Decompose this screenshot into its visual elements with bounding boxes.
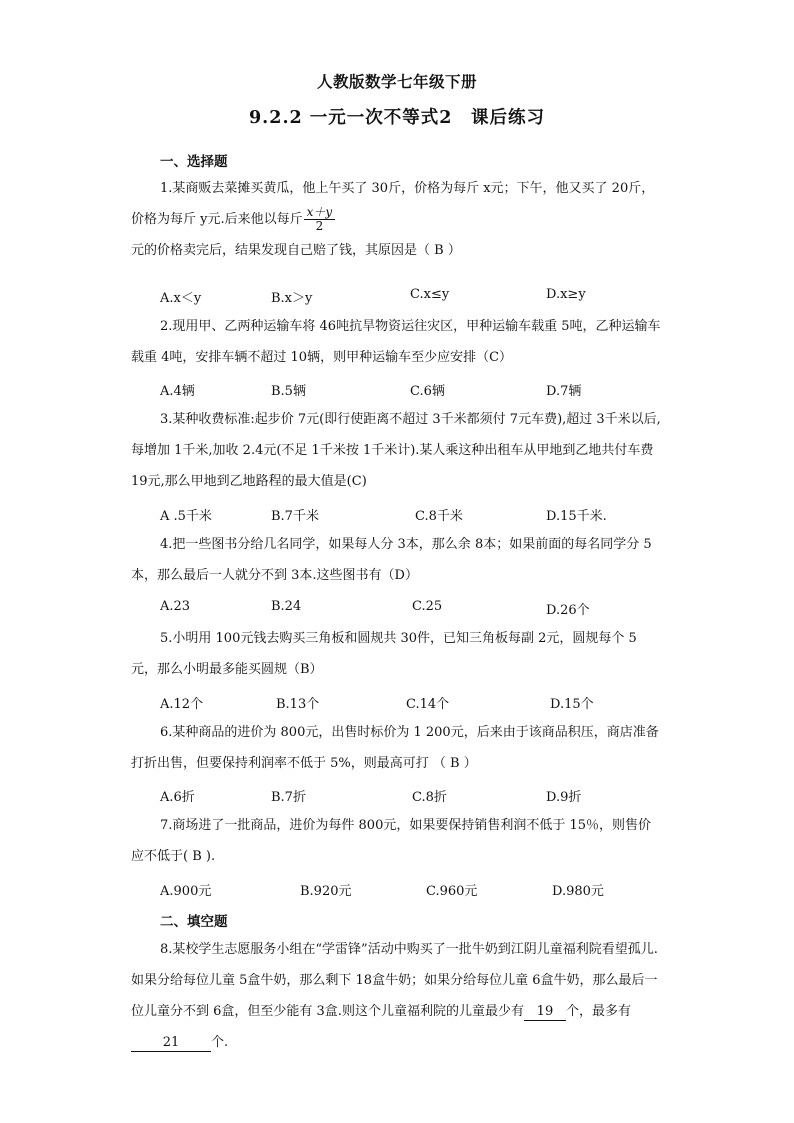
option-b: B.5辆 [271,384,306,399]
option-d: D.7辆 [546,384,582,399]
answer-blank-max: 21 [131,1035,211,1052]
question-6-options [160,786,680,810]
option-a: A.4辆 [160,384,195,399]
question-8-mid: 个，最多有 [565,1004,631,1019]
option-b: B.13个 [276,697,320,712]
question-3-options [160,505,680,529]
option-b: B.7折 [271,790,306,805]
answer-blank-min: 19 [524,1004,566,1021]
section-heading-fill: 二、填空题 [160,914,228,930]
question-2: 2.现用甲、乙两种运输车将 46吨抗旱物资运往灾区，甲种运输车载重 5吨，乙种运输车载重 4吨，安排车辆不超过 10辆，则甲种运输车至少应安排（C） [131,319,661,365]
question-4: 4.把一些图书分给几名同学，如果每人分 3本，那么余 8本；如果前面的每名同学分 5本，那么最后一人就分不到 3本.这些图书有（D） [131,537,652,583]
option-c: C.8千米 [415,509,463,524]
option-c: C.6辆 [410,384,445,399]
option-a: A.6折 [160,790,195,805]
option-c: C.960元 [426,884,478,899]
question-8-end: 个. [211,1035,229,1050]
option-d: D.980元 [552,884,604,899]
option-b: B.920元 [300,884,352,899]
fraction-x-plus-y-over-2 [304,206,336,233]
question-5: 5.小明用 100元钱去购买三角板和圆规共 30件，已知三角板每副 2元，圆规每个 5元，那么小明最多能买圆规（B） [131,631,637,677]
question-1-text-a: 1.某商贩去菜摊买黄瓜，他上午买了 30斤，价格为每斤 x元；下午，他又买了 20斤，价格为每斤 y元.后来他以每斤 [131,181,655,227]
question-1-text-b: 元的价格卖完后，结果发现自己赔了钱，其原因是（ B ） [131,243,461,258]
question-4-options [160,599,680,623]
option-c: C.8折 [412,790,447,805]
option-d: D.15个 [550,697,594,712]
option-b: B.7千米 [271,509,319,524]
question-2-options [160,380,680,404]
option-d: D.26个 [546,603,590,618]
question-1-options [160,287,680,311]
question-3: 3.某种收费标准:起步价 7元(即行使距离不超过 3千米都须付 7元车费),超过 3千米以后,每增加 1千米,加收 2.4元(不足 1千米按 1千米计).某人乘这种出租车从甲地到乙地共付车费 19元,那么甲地到乙地路程的最大值是(C) [131,412,661,489]
option-a: A.23 [160,599,191,614]
page-title: 人教版数学七年级下册 [316,72,477,91]
page-subtitle: 9.2.2 一元一次不等式2 课后练习 [249,108,545,128]
question-5-options [160,693,680,717]
option-b: B.24 [271,599,302,614]
option-b: B.x＞y [271,291,313,306]
option-c: C.14个 [406,697,450,712]
option-a: A .5千米 [160,509,212,524]
option-c: C.25 [412,599,443,614]
fraction-numerator: x＋y [304,206,336,220]
option-d: D.15千米. [546,509,607,524]
option-a: A.12个 [160,697,204,712]
question-7-options [160,880,680,904]
option-d: D.9折 [546,790,582,805]
option-c: C.x≤y [410,287,450,302]
option-a: A.x＜y [160,291,202,306]
question-8 [131,934,661,1058]
question-7: 7.商场进了一批商品，进价为每件 800元，如果要保持销售利润不低于 15％，则售价应不低于( B ). [131,818,652,864]
option-d: D.x≥y [546,287,586,302]
option-a: A.900元 [160,884,212,899]
section-heading-choice: 一、选择题 [160,154,228,170]
question-8-text: 8.某校学生志愿服务小组在“学雷锋”活动中购买了一批牛奶到江阴儿童福利院看望孤儿.如果分给每位儿童 5盒牛奶，那么剩下 18盒牛奶；如果分给每位儿童 6盒牛奶，那么最后一位儿童分不到 6盒，但至少能有 3盒.则这个儿童福利院的儿童最少有 [131,942,658,1019]
fraction-denominator: 2 [315,219,324,233]
question-6: 6.某种商品的进价为 800元，出售时标价为 1 200元，后来由于该商品积压，商店准备打折出售，但要保持利润率不低于 5%，则最高可打 （ B ） [131,725,659,771]
question-1 [131,173,661,266]
